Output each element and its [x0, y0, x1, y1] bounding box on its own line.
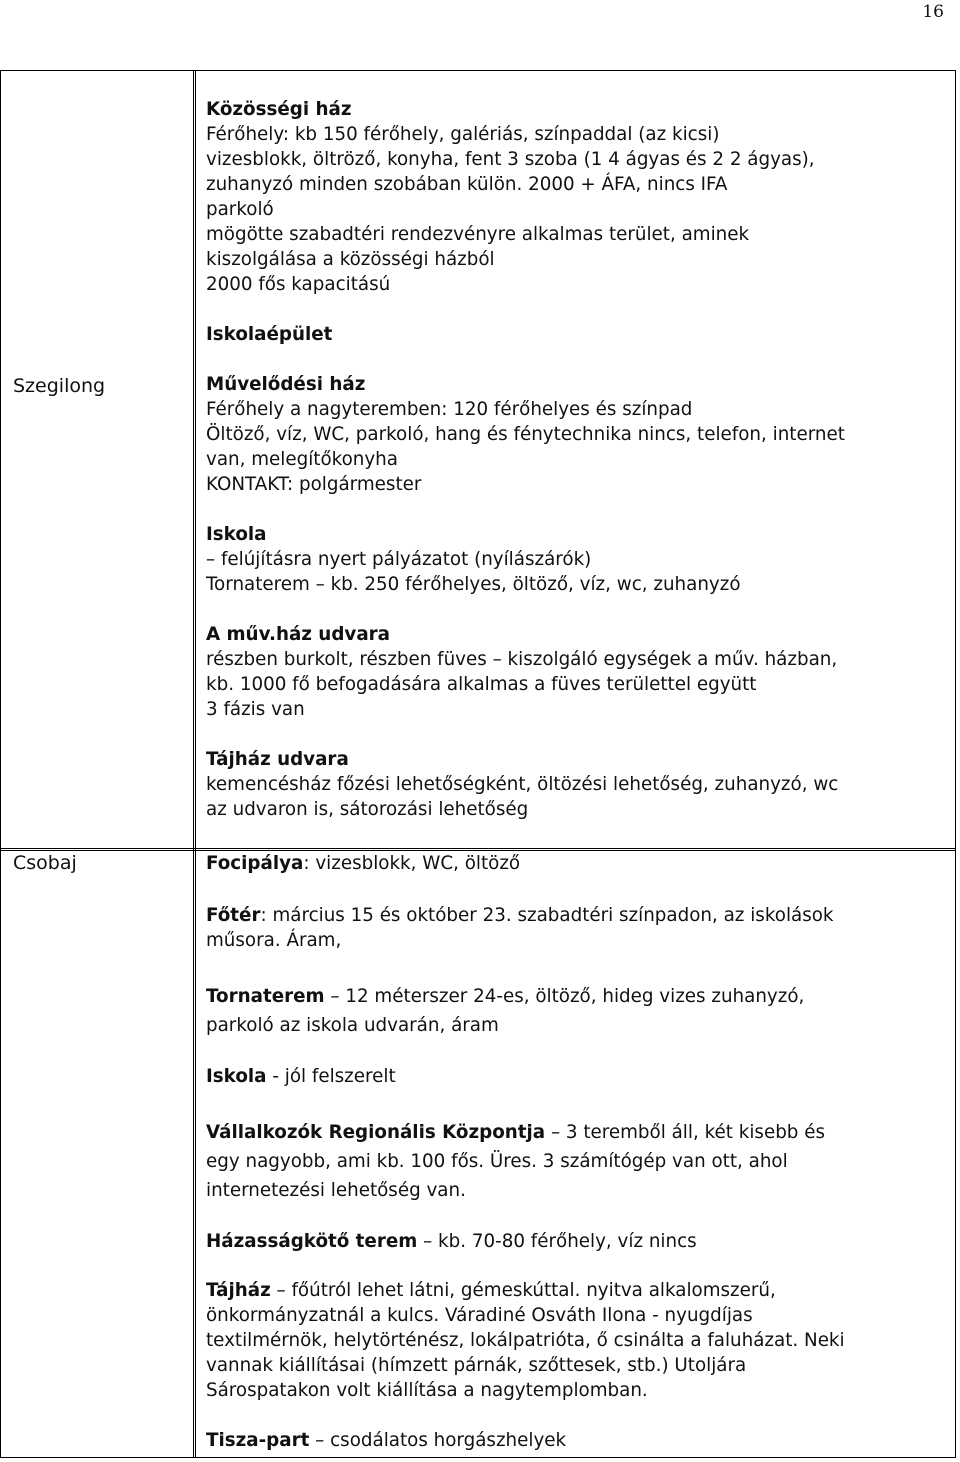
block-hazassagkoto-terem: [206, 1229, 946, 1254]
text-line: KONTAKT: polgármester: [206, 474, 422, 495]
block-heading: Focipálya: [206, 853, 304, 874]
block-text: - jól felszerelt: [266, 1066, 396, 1087]
block-heading: Tornaterem: [206, 986, 325, 1007]
text-line: textilmérnök, helytörténész, lokálpatrióta, ő csinálta a faluházat. Neki: [206, 1330, 845, 1351]
block-text: : március 15 és október 23. szabadtéri színpadon, az iskolások: [260, 905, 834, 926]
block-heading: Tájház udvara: [206, 749, 349, 770]
row-label-csobaj: Csobaj: [13, 852, 77, 874]
text-line: kiszolgálása a közösségi házból: [206, 249, 495, 270]
block-text: – kb. 70-80 férőhely, víz nincs: [417, 1231, 697, 1252]
block-text: – csodálatos horgászhelyek: [309, 1430, 567, 1451]
venue-table: [0, 70, 956, 1458]
text-line: műsora. Áram,: [206, 930, 342, 951]
text-line: [206, 1118, 946, 1147]
text-line: [206, 1278, 946, 1303]
text-line: internetezési lehetőség van.: [206, 1180, 466, 1201]
text-line: mögötte szabadtéri rendezvényre alkalmas terület, aminek: [206, 224, 750, 245]
row-content-szegilong: [206, 97, 946, 822]
block-vallalkozok-kozpontja: [206, 1118, 946, 1205]
text-line: önkormányzatnál a kulcs. Váradiné Osváth Ilona - nyugdíjas: [206, 1305, 753, 1326]
block-heading: Főtér: [206, 905, 261, 926]
page-number: 16: [922, 2, 944, 22]
block-heading: Közösségi ház: [206, 99, 352, 120]
block-iskolaepulet: [206, 322, 946, 347]
column-divider: [193, 71, 196, 1457]
block-heading: Művelődési ház: [206, 374, 366, 395]
text-line: Férőhely a nagyteremben: 120 férőhelyes és színpad: [206, 399, 693, 420]
block-heading: A műv.ház udvara: [206, 624, 391, 645]
text-line: Öltöző, víz, WC, parkoló, hang és fénytechnika nincs, telefon, internet: [206, 424, 845, 445]
text-line: 3 fázis van: [206, 699, 305, 720]
text-line: az udvaron is, sátorozási lehetőség: [206, 799, 529, 820]
block-heading: Iskola: [206, 524, 267, 545]
block-text: : vizesblokk, WC, öltöző: [303, 853, 521, 874]
block-tajhaz-udvara: [206, 747, 946, 822]
block-heading: Házasságkötő terem: [206, 1231, 418, 1252]
block-focipalya: [206, 851, 946, 876]
block-heading: Tájház: [206, 1280, 271, 1301]
text-line: Sárospatakon volt kiállítása a nagytemplomban.: [206, 1380, 648, 1401]
row-content-csobaj: [206, 851, 946, 1453]
row-label-szegilong: Szegilong: [13, 375, 106, 397]
text-line: parkoló: [206, 199, 274, 220]
block-tornaterem: [206, 982, 946, 1040]
block-iskola-csobaj: [206, 1064, 946, 1089]
text-line: Férőhely: kb 150 férőhely, galériás, színpaddal (az kicsi): [206, 124, 720, 145]
block-heading: Vállalkozók Regionális Központja: [206, 1122, 546, 1143]
block-foter: [206, 903, 946, 953]
text-line: – felújításra nyert pályázatot (nyílászárók): [206, 549, 592, 570]
text-line: kb. 1000 fő befogadására alkalmas a füves területtel együtt: [206, 674, 757, 695]
text-line: van, melegítőkonyha: [206, 449, 398, 470]
text-line: parkoló az iskola udvarán, áram: [206, 1015, 499, 1036]
text-line: [206, 1428, 946, 1453]
block-tisza-part: [206, 1428, 946, 1453]
block-tajhaz: [206, 1278, 946, 1403]
block-kozossegi-haz: [206, 97, 946, 297]
text-line: Tornaterem – kb. 250 férőhelyes, öltöző, víz, wc, zuhanyzó: [206, 574, 741, 595]
text-line: vizesblokk, öltröző, konyha, fent 3 szoba (1 4 ágyas és 2 2 ágyas),: [206, 149, 815, 170]
text-line: kemencésház főzési lehetőségként, öltözési lehetőség, zuhanyzó, wc: [206, 774, 839, 795]
block-heading: Iskolaépület: [206, 324, 333, 345]
text-line: [206, 851, 946, 876]
block-heading: Tisza-part: [206, 1430, 310, 1451]
text-line: [206, 982, 946, 1011]
block-heading: Iskola: [206, 1066, 267, 1087]
block-text: – 12 méterszer 24-es, öltöző, hideg vizes zuhanyzó,: [324, 986, 805, 1007]
text-line: zuhanyzó minden szobában külön. 2000 + ÁFA, nincs IFA: [206, 174, 728, 195]
text-line: egy nagyobb, ami kb. 100 fős. Üres. 3 számítógép van ott, ahol: [206, 1151, 788, 1172]
block-text: – főútról lehet látni, gémeskúttal. nyitva alkalomszerű,: [270, 1280, 776, 1301]
text-line: 2000 fős kapacitású: [206, 274, 391, 295]
block-text: – 3 teremből áll, két kisebb és: [545, 1122, 825, 1143]
block-muvelodesi-haz: [206, 372, 946, 497]
block-iskola: [206, 522, 946, 597]
text-line: [206, 903, 946, 928]
text-line: [206, 1229, 946, 1254]
block-muvhaz-udvara: [206, 622, 946, 722]
text-line: [206, 1064, 946, 1089]
text-line: vannak kiállításai (hímzett párnák, szőttesek, stb.) Utoljára: [206, 1355, 747, 1376]
text-line: részben burkolt, részben füves – kiszolgáló egységek a műv. házban,: [206, 649, 838, 670]
